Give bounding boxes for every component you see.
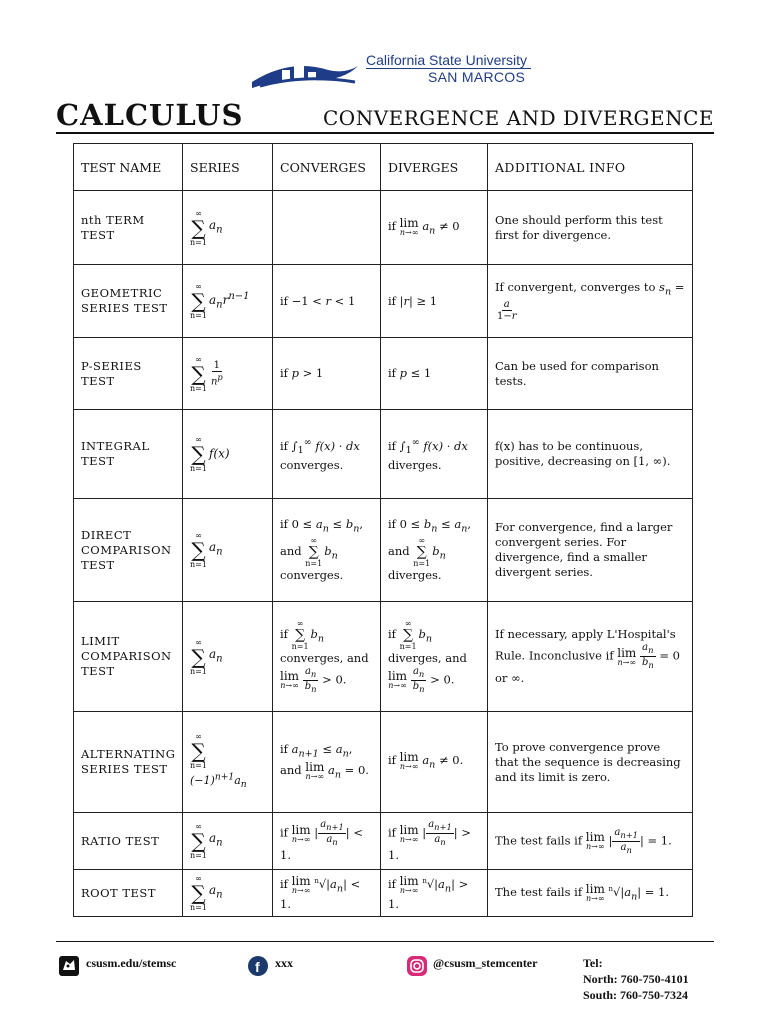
table-row	[74, 410, 693, 499]
campus-skyline-icon	[250, 52, 360, 92]
series-formula: ∞ ∑ n=1 $a_n$	[183, 870, 273, 917]
additional-info: To prove convergence prove that the sequence is decreasing and its limit is zero.	[488, 712, 693, 813]
series-formula: ∞ ∑ n=1 $\frac{1}{n^p}$	[183, 338, 273, 410]
diverges-condition: if lim n→∞ $^n√|a_n| > 1$.	[381, 870, 488, 917]
header-test-name: TEST NAME	[74, 144, 183, 191]
table-row	[74, 265, 693, 338]
page-title: CALCULUS	[56, 98, 244, 132]
facebook-handle[interactable]: xxx	[275, 956, 293, 970]
cougar-logo-icon	[58, 955, 80, 981]
diverges-condition: if ∞ ∑ n=1 $b_n$ diverges, and lim n→∞ $\frac{a_n}{b_n}$ > 0.	[381, 602, 488, 712]
table-header-row	[74, 144, 693, 191]
test-name: ALTERNATING SERIES TEST	[74, 712, 183, 813]
instagram-icon[interactable]	[406, 955, 428, 981]
additional-info: One should perform this test first for divergence.	[488, 191, 693, 265]
test-name: P-SERIES TEST	[74, 338, 183, 410]
series-formula: ∞ ∑ n=1 $a_n$	[183, 602, 273, 712]
converges-condition: if −1 < r < 1	[273, 265, 381, 338]
additional-info: If convergent, converges to $s_n$ = $\frac{a}{1-r}$	[488, 265, 693, 338]
table-row	[74, 712, 693, 813]
additional-info: For convergence, find a larger convergent series. For divergence, find a smaller divergent series.	[488, 499, 693, 602]
test-name: RATIO TEST	[74, 813, 183, 870]
university-campus: SAN MARCOS	[428, 69, 526, 85]
convergence-tests-table	[73, 143, 693, 917]
title-row	[56, 96, 714, 134]
south-phone[interactable]: South: 760-750-7324	[583, 988, 689, 1002]
contact-info	[583, 955, 689, 1003]
additional-info: If necessary, apply L'Hospital's Rule. Inconclusive if lim n→∞ $\frac{a_n}{b_n}$ = 0 or ∞.	[488, 602, 693, 712]
title-rule	[56, 132, 714, 134]
converges-condition: if lim n→∞ | $\frac{a_{n+1}}{a_n}$ | < 1.	[273, 813, 381, 870]
series-formula: ∞ ∑ n=1 $a_n$	[183, 813, 273, 870]
additional-info: The test fails if lim n→∞ | $\frac{a_{n+1}}{a_n}$ | = 1.	[488, 813, 693, 870]
test-name: nth TERM TEST	[74, 191, 183, 265]
additional-info: f(x) has to be continuous, positive, decreasing on [1, ∞).	[488, 410, 693, 499]
website-link[interactable]: csusm.edu/stemsc	[86, 956, 177, 970]
converges-condition: if ∞ ∑ n=1 $b_n$ converges, and lim n→∞ $\frac{a_n}{b_n}$ > 0.	[273, 602, 381, 712]
diverges-condition: if lim n→∞ | $\frac{a_{n+1}}{a_n}$ | > 1.	[381, 813, 488, 870]
converges-condition: if lim n→∞ $^n√|a_n| < 1$.	[273, 870, 381, 917]
header-converges: CONVERGES	[273, 144, 381, 191]
diverges-condition: if lim n→∞ $a_n \ne 0$	[381, 191, 488, 265]
series-formula: ∞ ∑ n=1 f(x)	[183, 410, 273, 499]
series-formula: ∞ ∑ n=1 $a_nr^{n-1}$	[183, 265, 273, 338]
header-additional-info: ADDITIONAL INFO	[488, 144, 693, 191]
university-logo	[250, 48, 540, 94]
test-name: DIRECT COMPARISON TEST	[74, 499, 183, 602]
test-name: ROOT TEST	[74, 870, 183, 917]
table-row	[74, 602, 693, 712]
series-formula: ∞ ∑ n=1 $(-1)^{n+1}a_n$	[183, 712, 273, 813]
diverges-condition: if lim n→∞ $a_n \ne 0$.	[381, 712, 488, 813]
header-series: SERIES	[183, 144, 273, 191]
additional-info: The test fails if lim n→∞ $^n√|a_n| = 1$.	[488, 870, 693, 917]
header-diverges: DIVERGES	[381, 144, 488, 191]
converges-condition: if $a_{n+1} \le a_n$, and lim n→∞ $a_n = 0$.	[273, 712, 381, 813]
table-row	[74, 499, 693, 602]
diverges-condition: if |r| ≥ 1	[381, 265, 488, 338]
diverges-condition: if $0 \le b_n \le a_n$, and ∞ ∑ n=1 $b_n$ diverges.	[381, 499, 488, 602]
converges-condition: if $\int_1^\infty$ f(x) · dx converges.	[273, 410, 381, 499]
table-row	[74, 338, 693, 410]
additional-info: Can be used for comparison tests.	[488, 338, 693, 410]
university-name: California State University	[366, 52, 528, 68]
footer-rule	[56, 941, 714, 942]
converges-condition	[273, 191, 381, 265]
north-phone[interactable]: North: 760-750-4101	[583, 972, 689, 986]
instagram-handle[interactable]: @csusm_stemcenter	[433, 956, 538, 970]
series-formula: ∞ ∑ n=1 $a_n$	[183, 499, 273, 602]
converges-condition: if p > 1	[273, 338, 381, 410]
diverges-condition: if p ≤ 1	[381, 338, 488, 410]
svg-text:f: f	[255, 959, 260, 975]
table-row	[74, 191, 693, 265]
test-name: GEOMETRIC SERIES TEST	[74, 265, 183, 338]
diverges-condition: if $\int_1^\infty$ f(x) · dx diverges.	[381, 410, 488, 499]
page-subtitle: CONVERGENCE AND DIVERGENCE	[323, 106, 714, 130]
tel-label: Tel:	[583, 956, 603, 970]
converges-condition: if $0 \le a_n \le b_n$, and ∞ ∑ n=1 $b_n$ converges.	[273, 499, 381, 602]
series-formula: ∞ ∑ n=1 $a_n$	[183, 191, 273, 265]
facebook-icon[interactable]	[247, 955, 269, 981]
table-row	[74, 870, 693, 917]
table-row	[74, 813, 693, 870]
test-name: LIMIT COMPARISON TEST	[74, 602, 183, 712]
test-name: INTEGRAL TEST	[74, 410, 183, 499]
